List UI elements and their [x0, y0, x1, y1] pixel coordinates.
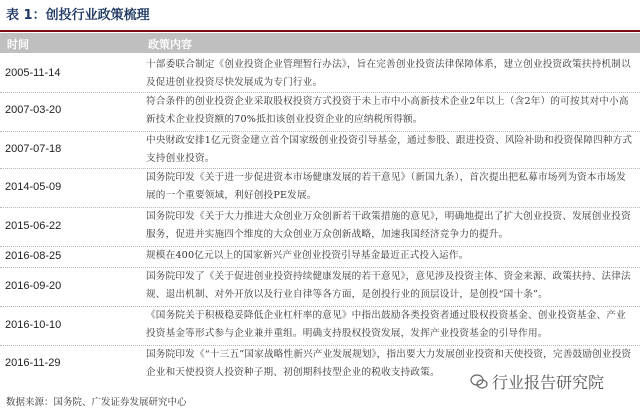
- row-content: 国务院印发《关于进一步促进资本市场健康发展的若干意见》（新国九条），首次提出把私募市场列为资本市场发展的一个重要领域，利好创投PE发展。: [146, 172, 627, 201]
- row-content: 符合条件的创业投资企业采取股权投资方式投资于未上市中小高新技术企业2年以上（含2年）的可按其对中小高新技术企业投资额的70%抵扣该创业投资企业的应纳税所得额。: [146, 96, 629, 125]
- table-title: 表 1：创投行业政策梳理: [6, 8, 150, 23]
- table-row: [0, 169, 640, 208]
- row-date: 2016-11-29: [5, 357, 61, 369]
- row-date: 2007-03-20: [5, 104, 62, 116]
- row-date: 2015-06-22: [5, 220, 62, 232]
- watermark: [470, 370, 604, 393]
- row-content: 国务院印发《关于大力推进大众创业万众创新若干政策措施的意见》，明确地提出了扩大创业投资、发展创业投资服务，促进并实施四个维度的大众创业万众创新战略，加速我国经济竞争力的提升。: [146, 211, 631, 240]
- row-content: 《国务院关于积极稳妥降低企业杠杆率的意见》中指出鼓励各类投资者通过股权投资基金、创业投资基金、产业投资基金等形式参与企业兼并重组。明确支持股权投资发展，发挥产业投资基金的引导作用。: [146, 310, 626, 339]
- row-date: 2014-05-09: [5, 181, 62, 193]
- header-date: 时间: [7, 38, 29, 51]
- row-content: 中央财政安排1亿元资金建立首个国家级创业投资引导基金，通过参股、跟进投资、风险补助和投资保障四种方式支持创业投资。: [146, 135, 633, 164]
- row-date: 2007-07-18: [5, 143, 62, 155]
- row-content: 十部委联合制定《创业投资企业管理暂行办法》，旨在完善创业投资法律保障体系，建立创业投资政策扶持机制以及促进创业投资尽快发展成为专门行业。: [146, 59, 631, 88]
- table-row: [0, 132, 640, 169]
- table-body: [0, 56, 640, 382]
- row-content: 国务院印发了《关于促进创业投资持续健康发展的若干意见》，意见涉及投资主体、资金来源、政策扶持、法律法规、退出机制、对外开放以及行业自律等各方面，是创投行业的顶层设计，是创投“国十条”。: [146, 271, 631, 300]
- top-rule: [0, 30, 640, 32]
- table-row: [0, 208, 640, 247]
- wechat-icon: [470, 373, 488, 391]
- table-header: [0, 33, 640, 53]
- row-date: 2005-11-14: [5, 67, 61, 79]
- row-date: 2016-10-10: [5, 319, 62, 331]
- row-date: 2016-09-20: [5, 280, 62, 292]
- table-row: [0, 307, 640, 346]
- table-row: [0, 268, 640, 307]
- table-row: [0, 247, 640, 268]
- source-note: 数据来源：国务院、广发证券发展研究中心: [6, 397, 187, 408]
- header-content: 政策内容: [148, 38, 192, 51]
- row-content: 规模在400亿元以上的国家新兴产业创业投资引导基金最近正式投入运作。: [146, 250, 469, 261]
- table-row: [0, 93, 640, 132]
- row-content: 国务院印发《“十三五”国家战略性新兴产业发展规划》，指出要大力发展创业投资和天使投资，完善鼓励创业投资企业和天使投资人投资种子期、初创期科技型企业的税收支持政策。: [146, 349, 632, 378]
- row-date: 2016-08-25: [5, 250, 62, 262]
- watermark-text: 行业报告研究院: [492, 373, 605, 392]
- table-row: [0, 56, 640, 93]
